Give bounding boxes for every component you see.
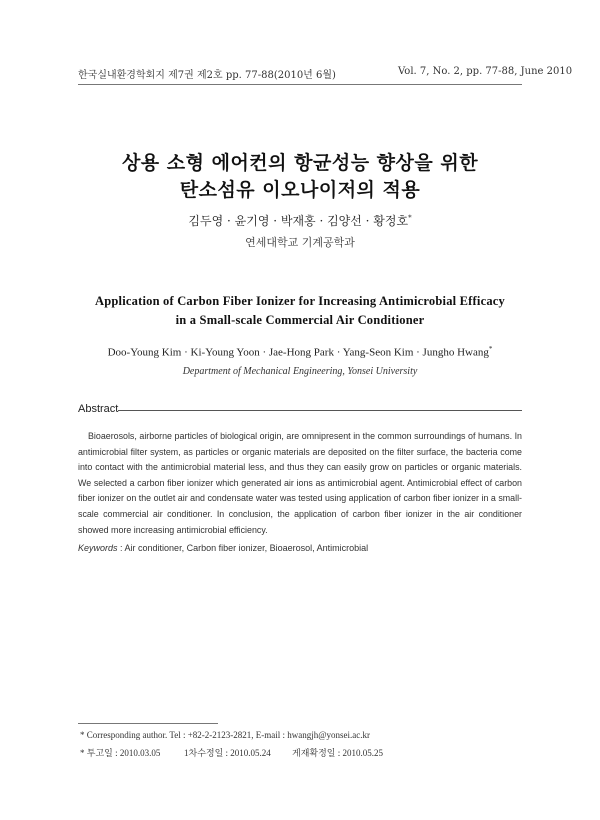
english-affiliation: Department of Mechanical Engineering, Yonsei University	[182, 366, 418, 377]
footnote-dates	[80, 746, 383, 759]
keywords-separator: :	[117, 543, 125, 553]
footnote-divider	[78, 723, 218, 724]
revised-date: 1차수정일 : 2010.05.24	[184, 748, 271, 758]
english-author-list: Doo-Young Kim · Ki-Young Yoon · Jae-Hong Park · Yang-Seon Kim · Jungho Hwang	[107, 346, 489, 359]
header-divider	[78, 84, 522, 85]
korean-author-list: 김두영 · 윤기영 · 박재홍 · 김양선 · 황정호	[188, 214, 409, 228]
keywords	[78, 543, 522, 553]
accepted-date: 게재확정일 : 2010.05.25	[292, 748, 383, 758]
korean-affiliation: 연세대학교 기계공학과	[245, 236, 355, 249]
journal-header-korean: 한국실내환경학회지 제7권 제2호 pp. 77-88(2010년 6월)	[78, 70, 336, 81]
korean-title-line1: 상용 소형 에어컨의 항균성능 향상을 위한	[121, 152, 479, 174]
english-title-line2: in a Small-scale Commercial Air Conditioner	[175, 313, 425, 327]
english-title-line1: Application of Carbon Fiber Ionizer for Increasing Antimicrobial Efficacy	[95, 294, 505, 308]
keywords-list: Air conditioner, Carbon fiber ionizer, Bioaerosol, Antimicrobial	[124, 543, 369, 553]
english-authors	[0, 345, 600, 359]
abstract-text: Bioaerosols, airborne particles of biological origin, are omnipresent in the common surroundings of humans. In antimicrobial filter system, as particles or organic materials are deposited on the filter surface, the bacteria come into contact with the antimicrobial material less, and thus they can easily grow on particles or organic materials. We selected a carbon fiber ionizer which generated air ions as antimicrobial agent. Antimicrobial effect of carbon fiber ionizer on the outlet air and condensate water was tested using application of carbon fiber ionizer in a small-scale commercial air conditioner. In conclusion, the application of carbon fiber ionizer in the air conditioner showed more increasing antimicrobial efficiency.	[78, 431, 522, 535]
footnote-corresponding-author: * Corresponding author. Tel : +82-2-2123-2821, E-mail : hwangjh@yonsei.ac.kr	[80, 730, 371, 740]
korean-authors	[0, 212, 600, 229]
keywords-label: Keywords	[78, 543, 118, 553]
corresponding-mark: *	[408, 214, 412, 222]
english-corresponding-mark: *	[488, 345, 493, 353]
abstract-divider	[118, 410, 522, 411]
korean-title-line2: 탄소섬유 이오나이저의 적용	[179, 179, 421, 201]
journal-header-english: Vol. 7, No. 2, pp. 77-88, June 2010	[398, 66, 573, 77]
abstract-heading: Abstract	[78, 403, 119, 415]
received-date: * 투고일 : 2010.03.05	[80, 748, 161, 758]
